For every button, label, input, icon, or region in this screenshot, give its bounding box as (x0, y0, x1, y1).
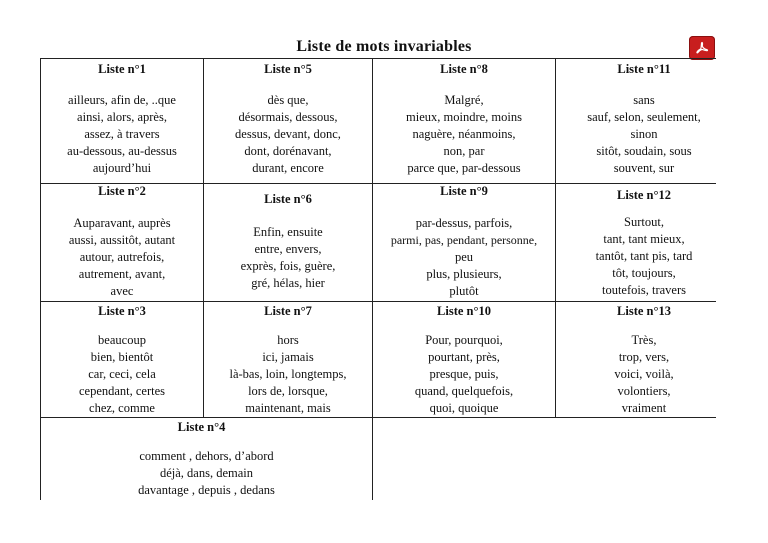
table-row-divider (40, 301, 716, 302)
list-line: souvent, sur (613, 161, 675, 175)
list-line: hors (277, 333, 299, 347)
list-line: entre, envers, (254, 242, 322, 256)
pdf-icon (695, 41, 709, 55)
list-line: davantage , depuis , dedans (138, 483, 275, 497)
list-line: lors de, lorsque, (248, 384, 328, 398)
list-line: beaucoup (98, 333, 146, 347)
list-line: volontiers, (617, 384, 671, 398)
list-header: Liste n°12 (617, 188, 671, 202)
list-header: Liste n°5 (264, 62, 312, 76)
list-line: bien, bientôt (90, 350, 154, 364)
list-line: plus, plusieurs, (426, 267, 502, 281)
list-cell-11 (556, 62, 732, 177)
list-line: Très, (631, 333, 657, 347)
list-header: Liste n°6 (264, 192, 312, 206)
list-line: ici, jamais (262, 350, 314, 364)
list-line: Malgré, (444, 93, 484, 107)
list-line: sitôt, soudain, sous (596, 144, 692, 158)
list-header: Liste n°1 (98, 62, 146, 76)
list-line: plutôt (449, 284, 479, 298)
table-border-top (40, 58, 716, 59)
list-line: comment , dehors, d’abord (139, 449, 274, 463)
pdf-button[interactable] (689, 36, 715, 60)
list-line: non, par (443, 144, 485, 158)
list-line: par-dessus, parfois, (415, 216, 513, 230)
list-line: gré, hélas, hier (251, 276, 325, 290)
list-header: Liste n°13 (617, 304, 671, 318)
list-line: voici, voilà, (614, 367, 674, 381)
list-cell-9 (373, 184, 555, 300)
list-line: ainsi, alors, après, (77, 110, 167, 124)
list-cell-12 (556, 188, 732, 299)
list-line: sauf, selon, seulement, (587, 110, 701, 124)
list-line: dessus, devant, donc, (235, 127, 341, 141)
list-cell-2 (41, 184, 203, 300)
list-cell-7 (204, 304, 372, 417)
list-header: Liste n°7 (264, 304, 312, 318)
list-line: désormais, dessous, (238, 110, 338, 124)
list-cell-13 (556, 304, 732, 417)
list-line: parmi, pas, pendant, personne, (390, 233, 538, 247)
list-cell-6 (204, 192, 372, 292)
list-line: ailleurs, afin de, ..que (68, 93, 176, 107)
list-line: car, ceci, cela (88, 367, 156, 381)
list-line: tôt, toujours, (612, 266, 676, 280)
list-header: Liste n°11 (617, 62, 671, 76)
list-line: dont, dorénavant, (244, 144, 332, 158)
list-line: chez, comme (89, 401, 155, 415)
list-line: Surtout, (624, 215, 664, 229)
list-line: assez, à travers (84, 127, 160, 141)
list-header: Liste n°3 (98, 304, 146, 318)
list-line: tant, tant mieux, (603, 232, 685, 246)
page-title: Liste de mots invariables (296, 38, 472, 55)
list-line: autrement, avant, (78, 267, 166, 281)
list-line: quoi, quoique (429, 401, 499, 415)
list-line: exprès, fois, guère, (240, 259, 336, 273)
list-line: autour, autrefois, (79, 250, 165, 264)
table-row-divider (40, 417, 716, 418)
list-line: presque, puis, (429, 367, 499, 381)
list-line: cependant, certes (78, 384, 166, 398)
list-line: trop, vers, (618, 350, 670, 364)
list-line: Enfin, ensuite (253, 225, 323, 239)
list-cell-1 (41, 62, 203, 177)
list-line: naguère, néanmoins, (412, 127, 516, 141)
list-line: parce que, par-dessous (407, 161, 521, 175)
list-line: quand, quelquefois, (414, 384, 514, 398)
list-header: Liste n°4 (177, 420, 226, 434)
list-cell-8 (373, 62, 555, 177)
list-cell-4 (41, 420, 372, 499)
list-header: Liste n°2 (98, 184, 146, 198)
list-cell-10 (373, 304, 555, 417)
list-line: mieux, moindre, moins (406, 110, 522, 124)
list-line: dès que, (267, 93, 309, 107)
list-line: toutefois, travers (601, 283, 686, 297)
list-line: au-dessous, au-dessus (67, 144, 177, 158)
list-header: Liste n°9 (440, 184, 488, 198)
list-line: déjà, dans, demain (159, 466, 254, 480)
list-line: vraiment (621, 401, 667, 415)
list-cell-3 (41, 304, 203, 417)
list-line: Auparavant, auprès (73, 216, 171, 230)
list-header: Liste n°8 (440, 62, 488, 76)
list-line: aussi, aussitôt, autant (68, 233, 176, 247)
list-cell-5 (204, 62, 372, 177)
list-line: pourtant, près, (428, 350, 500, 364)
list-line: tantôt, tant pis, tard (595, 249, 693, 263)
list-line: sans (633, 93, 655, 107)
list-line: avec (110, 284, 134, 298)
list-header: Liste n°10 (437, 304, 491, 318)
list-line: Pour, pourquoi, (425, 333, 503, 347)
list-line: là-bas, loin, longtemps, (229, 367, 347, 381)
list-line: aujourd’hui (92, 161, 152, 175)
word-lists-table (40, 58, 716, 500)
list-line: durant, encore (252, 161, 324, 175)
list-line: maintenant, mais (245, 401, 331, 415)
list-line: sinon (630, 127, 658, 141)
list-line: peu (454, 250, 474, 264)
